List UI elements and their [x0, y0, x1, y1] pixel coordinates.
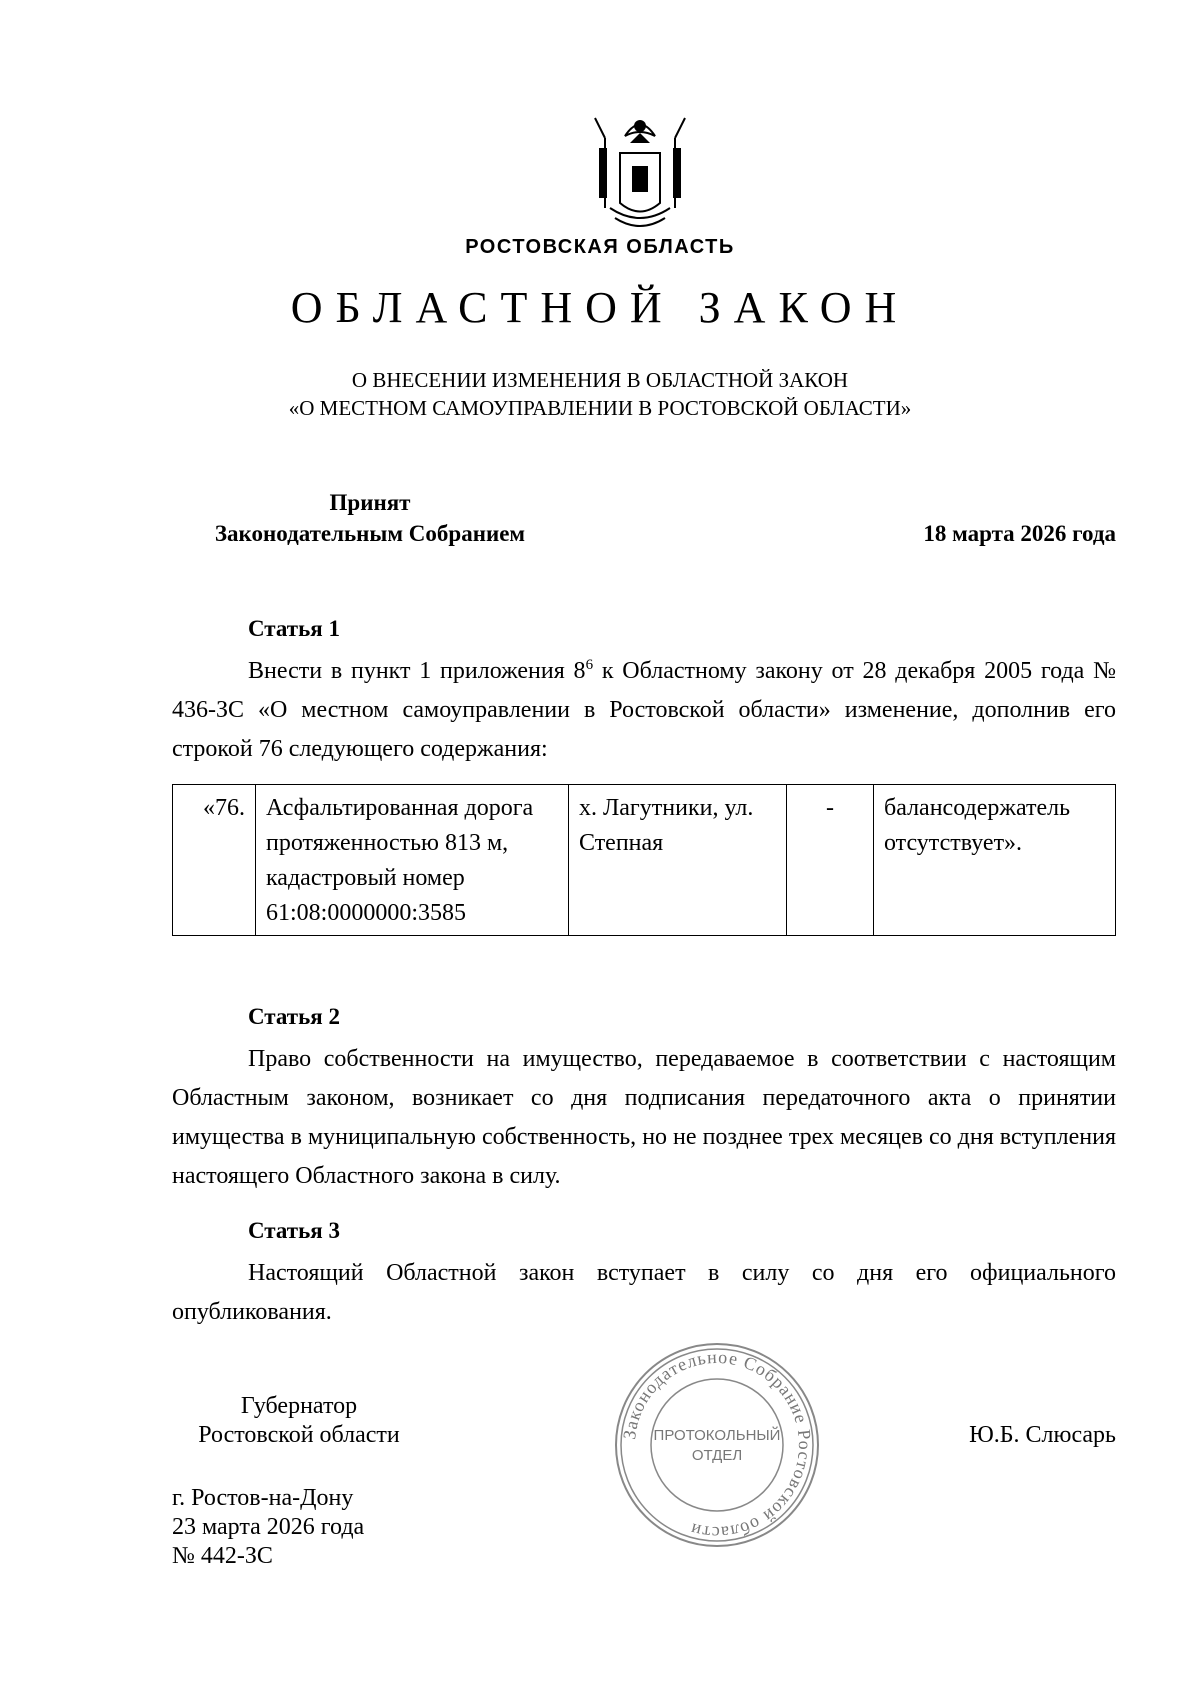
law-subject — [0, 366, 1200, 422]
issue-place: г. Ростов-на-Дону — [172, 1485, 354, 1511]
region-name: РОСТОВСКАЯ ОБЛАСТЬ — [465, 236, 735, 258]
stamp-center-line-1: ПРОТОКОЛЬНЫЙ — [653, 1427, 781, 1444]
address-cell: х. Лагутники, ул. Степная — [569, 785, 787, 936]
coat-of-arms-icon — [585, 108, 695, 236]
table-row — [173, 785, 1116, 936]
article-2-heading: Статья 2 — [248, 1004, 340, 1029]
stamp-center-line-2: ОТДЕЛ — [691, 1447, 743, 1464]
description-cell: Асфальтированная дорога протяженностью 813 м, кадастровый номер 61:08:0000000:3585 — [256, 785, 569, 936]
stamp-ring-text: Законодательное Собрание Ростовской области — [619, 1346, 816, 1544]
article-1-heading: Статья 1 — [248, 616, 340, 641]
row-number-cell: «76. — [173, 785, 256, 936]
governor-name: Ю.Б. Слюсарь — [969, 1422, 1116, 1448]
protocol-department-stamp — [612, 1340, 822, 1550]
law-subject-line-2: «О МЕСТНОМ САМОУПРАВЛЕНИИ В РОСТОВСКОЙ ОБЛАСТИ» — [288, 396, 912, 420]
amendment-table — [172, 784, 1116, 936]
adoption-line-2: Законодательным Собранием — [214, 521, 526, 546]
issue-details — [172, 1484, 364, 1571]
adoption-line-1: Принят — [329, 490, 411, 515]
law-number: № 442-ЗС — [172, 1543, 273, 1569]
holder-cell: балансодержатель отсутствует». — [874, 785, 1116, 936]
law-subject-line-1: О ВНЕСЕНИИ ИЗМЕНЕНИЯ В ОБЛАСТНОЙ ЗАКОН — [351, 368, 849, 392]
article-3-heading: Статья 3 — [248, 1218, 340, 1243]
article-1-text-end: к Областному закону от 28 декабря 2005 года № 436-ЗС «О местном самоуправлении в Ростовской области» изменение, дополнив его строкой 76 следующего содержания: — [172, 658, 1117, 762]
article-1-superscript: 6 — [585, 657, 594, 673]
governor-title — [174, 1392, 424, 1450]
adoption-date: 18 марта 2026 года — [923, 521, 1116, 546]
governor-title-line-1: Губернатор — [240, 1393, 358, 1419]
governor-title-line-2: Ростовской области — [198, 1422, 400, 1448]
document-type-title: ОБЛАСТНОЙ ЗАКОН — [290, 283, 910, 332]
adoption-block — [160, 487, 580, 549]
article-2-text: Право собственности на имущество, передаваемое в соответствии с настоящим Областным законом, возникает со дня подписания передаточного акта о принятии имущества в муниципальную собственность, но не позднее трех месяцев со дня вступления настоящего Областного закона в силу. — [172, 1046, 1116, 1189]
article-1-text-start: Внести в пункт 1 приложения 8 — [248, 658, 586, 684]
article-3-text: Настоящий Областной закон вступает в силу со дня его официального опубликования. — [172, 1260, 1116, 1325]
article-1-text — [172, 652, 1116, 769]
issue-date: 23 марта 2026 года — [172, 1514, 365, 1540]
dash-cell: - — [787, 785, 874, 936]
svg-text:Законодательное Собрание Росто — [619, 1347, 815, 1543]
